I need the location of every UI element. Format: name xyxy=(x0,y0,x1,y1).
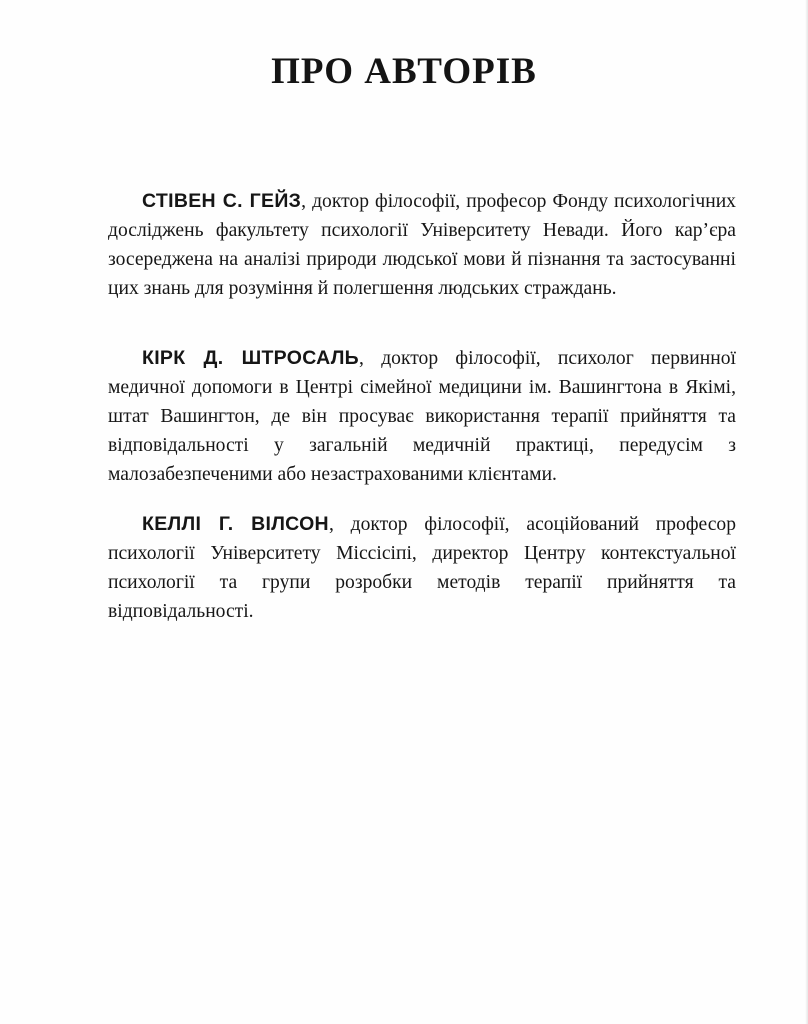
author-name: КІРК Д. ШТРОСАЛЬ xyxy=(142,347,360,369)
author-name: КЕЛЛІ Г. ВІЛСОН xyxy=(142,513,329,535)
page-title: ПРО АВТОРІВ xyxy=(271,51,537,92)
author-bio xyxy=(108,344,736,489)
author-description: , доктор філософії, психолог первинної медичної допомоги в Центрі сімейної медицини ім. Вашингтона в Якімі, штат Вашингтон, де він просуває використання терапії прийняття та відповідальності у загальній медичній практиці, передусім з малозабезпеченими або незастрахованими клієнтами. xyxy=(108,348,736,485)
author-bio xyxy=(108,187,736,303)
author-description: , доктор філософії, професор Фонду психологічних досліджень факультету психології Університету Невади. Його кар’єра зосереджена на аналізі природи людської мови й пізнання та застосуванні цих знань для розуміння й полегшення людських страждань. xyxy=(108,191,736,299)
author-description: , доктор філософії, асоційований професор психології Університету Міссісіпі, директор Центру контекстуальної психології та групи розробки методів терапії прийняття та відповідальності. xyxy=(108,514,736,622)
author-bio xyxy=(108,510,736,626)
author-name: СТІВЕН С. ГЕЙЗ xyxy=(142,190,302,212)
